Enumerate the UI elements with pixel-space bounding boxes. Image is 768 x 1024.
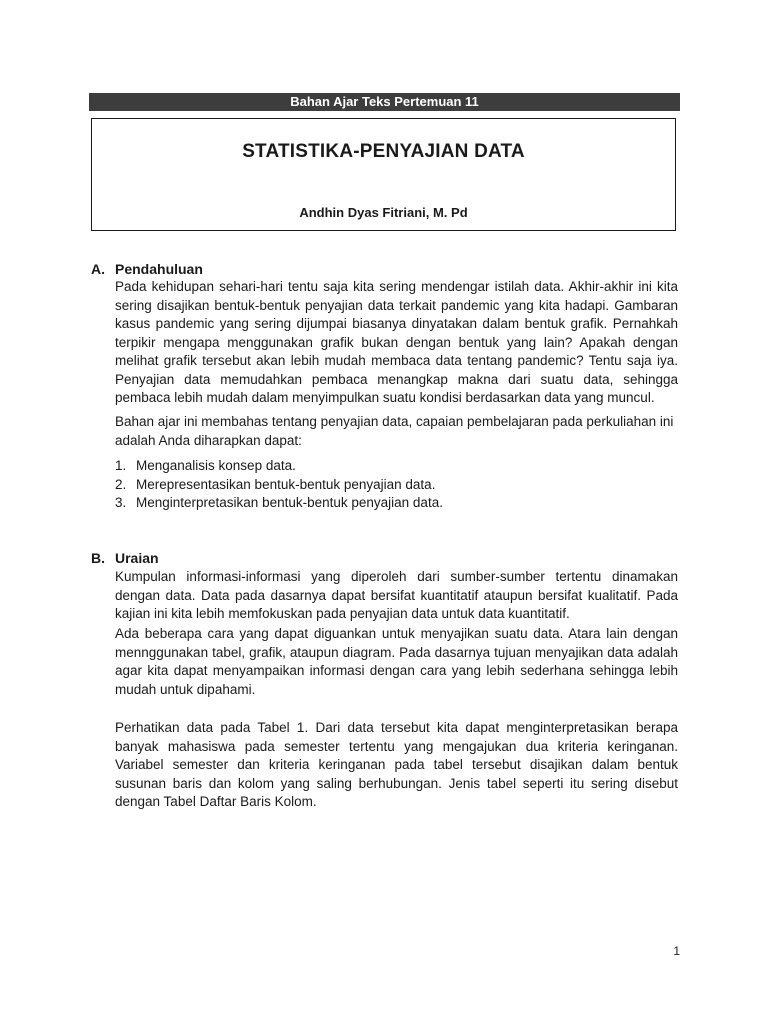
section-a-letter: A.: [91, 261, 105, 277]
section-a-paragraph-2: Bahan ajar ini membahas tentang penyajian data, capaian pembelajaran pada perkuliahan ini adalah Anda diharapkan dapat:: [115, 414, 674, 448]
header-bar: Bahan Ajar Teks Pertemuan 11: [89, 93, 680, 111]
list-item-number: 3.: [115, 495, 127, 510]
list-item: [115, 476, 678, 495]
section-a-title: Pendahuluan: [115, 261, 203, 277]
learning-outcomes-list: [115, 457, 678, 513]
section-b-paragraph-1: Kumpulan informasi-informasi yang diperoleh dari sumber-sumber tertentu dinamakan dengan data. Data pada dasarnya dapat bersifat kuantitatif ataupun bersifat kualitatif. Pada kajian ini kita lebih memfokuskan pada penyajian data untuk data kuantitatif.: [115, 569, 678, 621]
page-number: 1: [673, 944, 680, 958]
list-item: [115, 457, 678, 476]
list-item: [115, 494, 678, 513]
list-item-text: Merepresentasikan bentuk-bentuk penyajian data.: [136, 476, 436, 492]
title-box: [91, 118, 676, 231]
section-b-letter: B.: [91, 550, 105, 566]
document-title: STATISTIKA-PENYAJIAN DATA: [242, 141, 525, 162]
list-item-text: Menginterpretasikan bentuk-bentuk penyajian data.: [136, 495, 443, 510]
list-item-number: 2.: [115, 476, 127, 492]
section-b-paragraph-2: Ada beberapa cara yang dapat diguankan untuk menyajikan suatu data. Atara lain dengan mennggunakan tabel, grafik, ataupun diagram. Pada dasarnya tujuan menyajikan data adalah agar kita dapat menyampaikan informasi dengan cara yang lebih sederhana sehingga lebih mudah untuk dipahami.: [115, 626, 678, 697]
section-b-heading: [91, 550, 159, 566]
section-a-heading: [91, 261, 203, 277]
section-b-title: Uraian: [115, 550, 159, 566]
list-item-text: Menganalisis konsep data.: [136, 458, 296, 473]
document-author: Andhin Dyas Fitriani, M. Pd: [299, 205, 468, 220]
list-item-number: 1.: [115, 458, 127, 473]
section-a-paragraph-1: Pada kehidupan sehari-hari tentu saja kita sering mendengar istilah data. Akhir-akhir ini kita sering disajikan bentuk-bentuk penyajian data terkait pandemic yang kita hadapi. Gambaran kasus pandemic yang sering dijumpai biasanya dinyatakan dalam bentuk grafik. Pernahkah terpikir mengapa menggunakan grafik bukan dengan bentuk yang lain? Apakah dengan melihat grafik tersebut akan lebih mudah membaca data tentang pandemic? Tentu saja iya. Penyajian data memudahkan pembaca menangkap makna dari suatu data, sehingga pembaca lebih mudah dalam menyimpulkan suatu kondisi berdasarkan data yang muncul.: [115, 279, 678, 405]
section-b-paragraph-3: Perhatikan data pada Tabel 1. Dari data tersebut kita dapat menginterpretasikan berapa banyak mahasiswa pada semester tertentu yang mengajukan dua kriteria keringanan. Variabel semester dan kriteria keringanan pada tabel tersebut disajikan dalam bentuk susunan baris dan kolom yang saling berhubungan. Jenis tabel seperti itu sering disebut dengan Tabel Daftar Baris Kolom.: [115, 720, 678, 809]
